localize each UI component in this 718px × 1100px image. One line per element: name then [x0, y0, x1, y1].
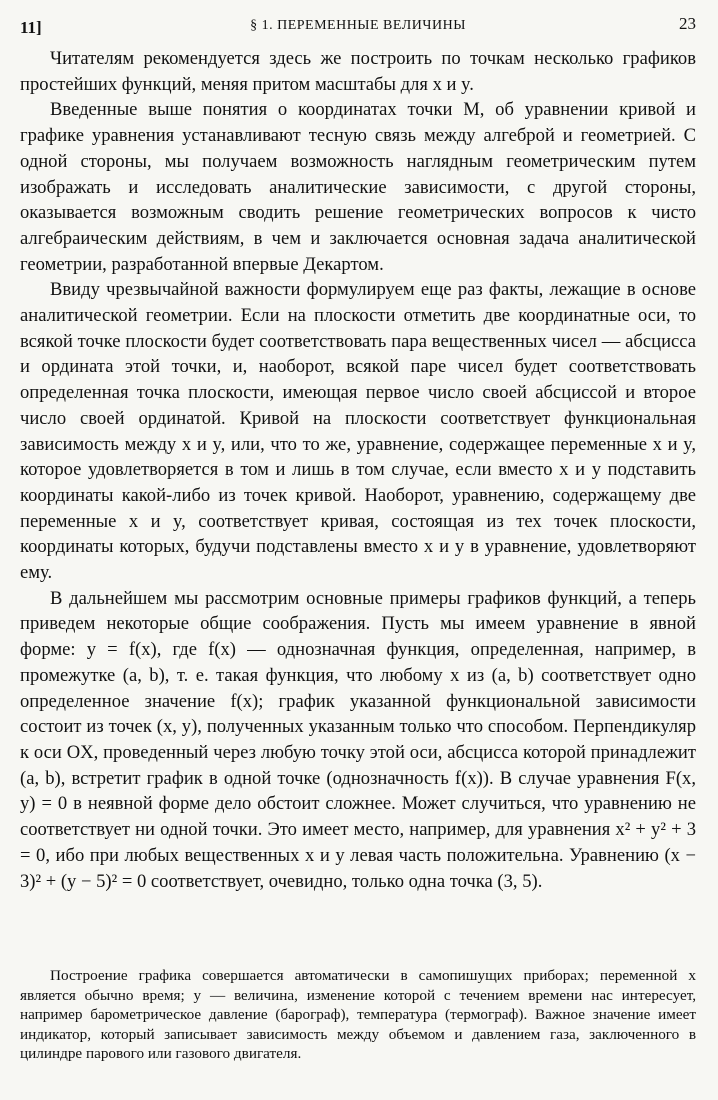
- footnote-text: Построение графика совершается автоматически в самопишущих приборах; переменной x является обычно время; y — величина, изменение которой с течением времени нас интересует, например барометрическое давление (барограф), температура (термограф). Важное значение имеет индикатор, который записывает зависимость между объемом и давлением газа, заключенного в цилиндре парового или газового двигателя.: [20, 967, 696, 1063]
- paragraph-3: Ввиду чрезвычайной важности формулируем еще раз факты, лежащие в основе аналитической геометрии. Если на плоскости отметить две координатные оси, то всякой точке плоскости будет соответствовать пара вещественных чисел — абсцисса и ордината этой точки, и, наоборот, всякой паре чисел будет соответствовать определенная точка плоскости, имеющая первое число своей абсциссой и второе число своей ординатой. Кривой на плоскости соответствует функциональная зависимость между x и y, или, что то же, уравнение, содержащее переменные x и y, которое удовлетворяется в том и лишь в том случае, если вместо x и y подставить координаты какой-либо из точек кривой. Наоборот, уравнению, содержащему две переменные x и y, соответствует кривая, состоящая из тех точек плоскости, координаты которых, будучи подставлены вместо x и y в уравнение, удовлетворяют ему.: [20, 279, 696, 584]
- running-header: [20, 12, 696, 46]
- header-page-ref: 11]: [20, 18, 42, 37]
- main-text: [20, 46, 696, 894]
- paragraph-2: Введенные выше понятия о координатах точки M, об уравнении кривой и графике уравнения устанавливают тесную связь между алгеброй и геометрией. С одной стороны, мы получаем возможность наглядным геометрическим путем изображать и исследовать аналитические зависимости, с другой стороны, оказывается возможным сводить решение геометрических вопросов к чисто алгебраическим действиям, в чем и заключается основная задача аналитической геометрии, разработанной впервые Декартом.: [20, 99, 696, 275]
- page-number: 23: [679, 14, 696, 33]
- section-title: § 1. ПЕРЕМЕННЫЕ ВЕЛИЧИНЫ: [250, 18, 466, 33]
- footnote: [20, 966, 696, 1064]
- paragraph-1: Читателям рекомендуется здесь же построить по точкам несколько графиков простейших функций, меняя притом масштабы для x и y.: [20, 48, 696, 95]
- paragraph-4: В дальнейшем мы рассмотрим основные примеры графиков функций, а теперь приведем некоторые общие соображения. Пусть мы имеем уравнение в явной форме: y = f(x), где f(x) — однозначная функция, определенная, например, в промежутке (a, b), т. е. такая функция, что любому x из (a, b) соответствует одно определенное значение f(x); график указанной функциональной зависимости состоит из точек (x, y), полученных указанным только что способом. Перпендикуляр к оси OX, проведенный через любую точку этой оси, абсцисса которой принадлежит (a, b), встретит график в одной точке (однозначность f(x)). В случае уравнения F(x, y) = 0 в неявной форме дело обстоит сложнее. Может случиться, что уравнению не соответствует ни одной точки. Это имеет место, например, для уравнения x² + y² + 3 = 0, ибо при любых вещественных x и y левая часть положительна. Уравнению (x − 3)² + (y − 5)² = 0 соответствует, очевидно, только одна точка (3, 5).: [20, 587, 696, 892]
